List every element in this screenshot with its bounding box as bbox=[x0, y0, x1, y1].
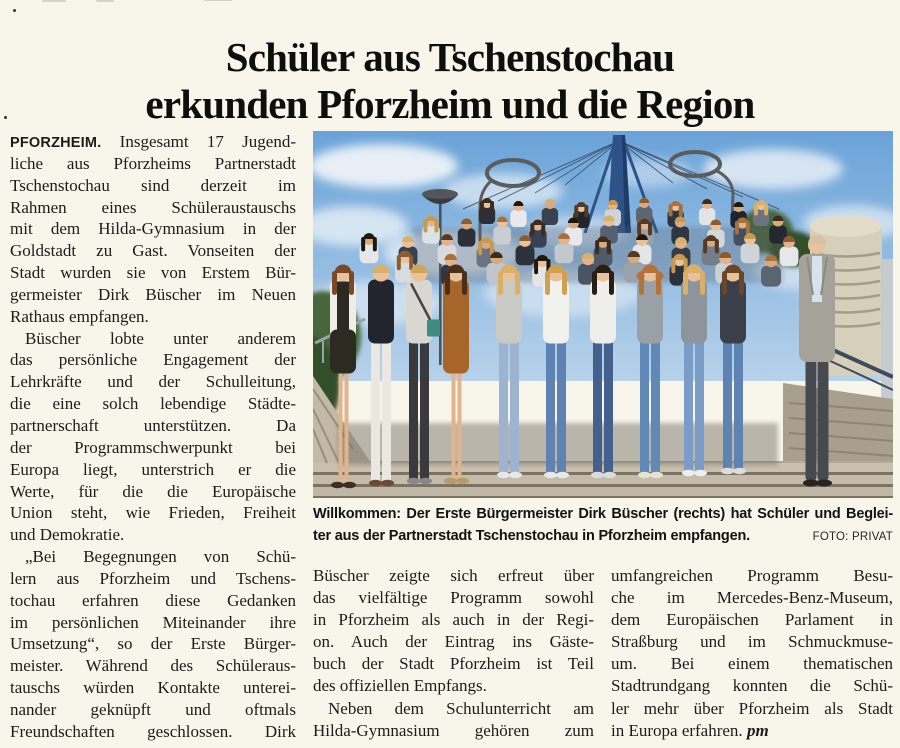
text-line: tochau erfahren diese Gedanken bbox=[10, 590, 296, 610]
text-line: Stadtrundgang konnten die Schü- bbox=[611, 676, 893, 696]
text-line: Straßburg und im Schmuckmuse- bbox=[611, 632, 893, 652]
scan-speck bbox=[13, 9, 16, 12]
text-line: der Programmschwerpunkt bei bbox=[10, 437, 296, 457]
text-line: des offiziellen Empfangs. bbox=[313, 676, 487, 696]
scan-smudge bbox=[204, 0, 232, 1]
photo-illustration bbox=[313, 131, 893, 498]
text-line: und Demokratie. bbox=[10, 525, 125, 545]
text-line: umfangreichen Programm Besu- bbox=[611, 566, 893, 585]
caption-line1: Willkommen: Der Erste Bürgermeister Dirk Büscher (rechts) hat Schüler und Beglei- bbox=[313, 506, 893, 522]
text-line: dem Europäischen Parlament in bbox=[611, 610, 893, 630]
text-line: Goldstadt zu Gast. Vonseiten der bbox=[10, 241, 296, 261]
text-line: Rahmen eines Schüleraustauschs bbox=[10, 197, 296, 217]
headline-line2: erkunden Pforzheim und die Region bbox=[145, 81, 755, 127]
text-line: Rathaus empfangen. bbox=[10, 306, 149, 326]
text-line: Stadt wurden sie von Erstem Bür- bbox=[10, 263, 296, 283]
caption-line2: ter aus der Partnerstadt Tschenstochau in Pforzheim empfangen. bbox=[313, 528, 750, 544]
text-line: um. Bei einem thematischen bbox=[611, 654, 893, 674]
text-line: germeister Dirk Büscher im Neuen bbox=[10, 284, 296, 304]
text-line: meister. Während des Schüleraus- bbox=[10, 656, 296, 676]
text-line: das vielfältige Programm sowohl bbox=[313, 588, 594, 608]
text-line: Werte, für die die Europäische bbox=[10, 481, 296, 501]
text-line: das persönliche Engagement der bbox=[10, 350, 296, 370]
article-photo bbox=[313, 131, 893, 498]
text-line: Freundschaften geschlossen. Dirk bbox=[10, 721, 296, 741]
article-column-left bbox=[10, 132, 296, 744]
text-line: mit dem Hilda-Gymnasium in der bbox=[10, 219, 296, 239]
text-line: partnerschaft unterstützen. Da bbox=[10, 415, 296, 435]
article-column-middle bbox=[313, 566, 594, 743]
text-line: buch der Stadt Pforzheim ist Teil bbox=[313, 654, 594, 674]
photo-credit: FOTO: PRIVAT bbox=[812, 531, 893, 543]
article-column-right bbox=[611, 566, 893, 743]
text-line: im persönlichen Miteinander ihre bbox=[10, 612, 296, 632]
text-line: che im Mercedes-Benz-Museum, bbox=[611, 588, 893, 608]
text-line: lern aus Pforzheim und Tschens- bbox=[10, 568, 296, 588]
text-line: Hilda-Gymnasium gehören zum bbox=[313, 720, 594, 740]
text-line: in Pforzheim als auch in der Regi- bbox=[313, 610, 594, 630]
text-line: ler mehr über Pforzheim als Stadt bbox=[611, 698, 893, 718]
scan-smudge bbox=[96, 0, 114, 2]
text-line: nander geknüpft und oftmals bbox=[10, 699, 296, 719]
text-line: on. Auch der Eintrag ins Gäste- bbox=[313, 632, 594, 652]
article-headline bbox=[0, 34, 900, 128]
text-line: Tschenstochau sind derzeit im bbox=[10, 175, 296, 195]
text-line: in Europa erfahren. pm bbox=[611, 720, 769, 740]
author-initials: pm bbox=[746, 720, 769, 740]
text-line: tauschs würden Kontakte unterei- bbox=[10, 678, 296, 698]
text-line: Neben dem Schulunterricht am bbox=[328, 698, 594, 718]
text-line: Europa liegt, unterstrich er die bbox=[10, 459, 296, 479]
text-line: Umsetzung“, so der Erste Bürger- bbox=[10, 634, 296, 654]
dateline: PFORZHEIM. bbox=[10, 135, 120, 151]
photo-caption bbox=[313, 503, 893, 548]
text-line: Büscher lobte unter anderem bbox=[25, 328, 296, 348]
text-line: „Bei Begegnungen von Schü- bbox=[25, 547, 296, 567]
text-line: die eine solch lebendige Städte- bbox=[10, 394, 296, 414]
scan-smudge bbox=[42, 0, 66, 2]
headline-line1: Schüler aus Tschenstochau bbox=[225, 34, 675, 80]
text-line: Union steht, wie Frieden, Freiheit bbox=[10, 503, 296, 523]
text-line: Büscher zeigte sich erfreut über bbox=[313, 566, 594, 585]
text-line: PFORZHEIM. Insgesamt 17 Jugend- bbox=[10, 132, 296, 151]
text-line: Lehrkräfte und der Schulleitung, bbox=[10, 372, 296, 392]
text-line: liche aus Pforzheims Partnerstadt bbox=[10, 153, 296, 173]
